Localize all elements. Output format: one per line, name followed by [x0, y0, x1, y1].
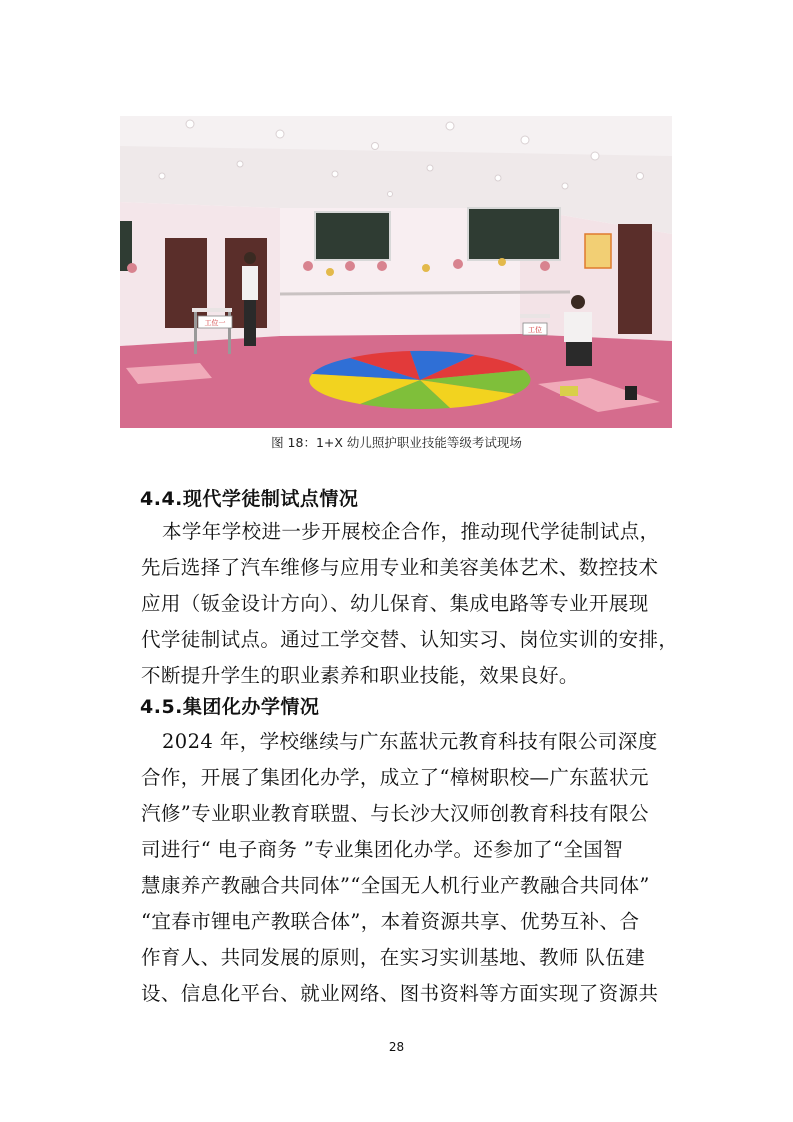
station-sign-left: 工位一 [204, 319, 226, 327]
page-number: 28 [388, 1040, 405, 1054]
paragraph-line: 应用（钣金设计方向）、幼儿保育、集成电路等专业开展现 [141, 592, 649, 615]
figure-caption: 图 18：1+X 幼儿照护职业技能等级考试现场 [271, 435, 522, 450]
paragraph-line: 代学徒制试点。通过工学交替、认知实习、岗位实训的安排， [141, 628, 679, 651]
paragraph-line: 先后选择了汽车维修与应用专业和美容美体艺术、数控技术 [141, 556, 659, 579]
paragraph-line: “宜春市锂电产教联合体”，本着资源共享、优势互补、合 [141, 910, 640, 933]
paragraph-line: 司进行“ 电子商务 ”专业集团化办学。还参加了“全国智 [141, 838, 624, 861]
paragraph-line: 作育人、共同发展的原则，在实习实训基地、教师 队伍建 [141, 946, 646, 969]
section-heading-4-5: 4.5.集团化办学情况 [140, 696, 320, 718]
station-sign-right: 工位 [528, 326, 542, 334]
paragraph-line: 慧康养产教融合共同体”“全国无人机行业产教融合共同体” [141, 874, 650, 897]
paragraph-line: 2024 年，学校继续与广东蓝状元教育科技有限公司深度 [162, 730, 658, 753]
paragraph-line: 不断提升学生的职业素养和职业技能，效果良好。 [141, 664, 579, 687]
exam-scene-photo [120, 116, 672, 428]
paragraph-line: 本学年学校进一步开展校企合作，推动现代学徒制试点， [162, 520, 660, 543]
section-heading-4-4: 4.4.现代学徒制试点情况 [140, 488, 359, 510]
paragraph-line: 合作，开展了集团化办学，成立了“樟树职校—广东蓝状元 [141, 766, 649, 789]
paragraph-line: 汽修”专业职业教育联盟、与长沙大汉师创教育科技有限公 [141, 802, 649, 825]
paragraph-line: 设、信息化平台、就业网络、图书资料等方面实现了资源共 [141, 982, 659, 1005]
